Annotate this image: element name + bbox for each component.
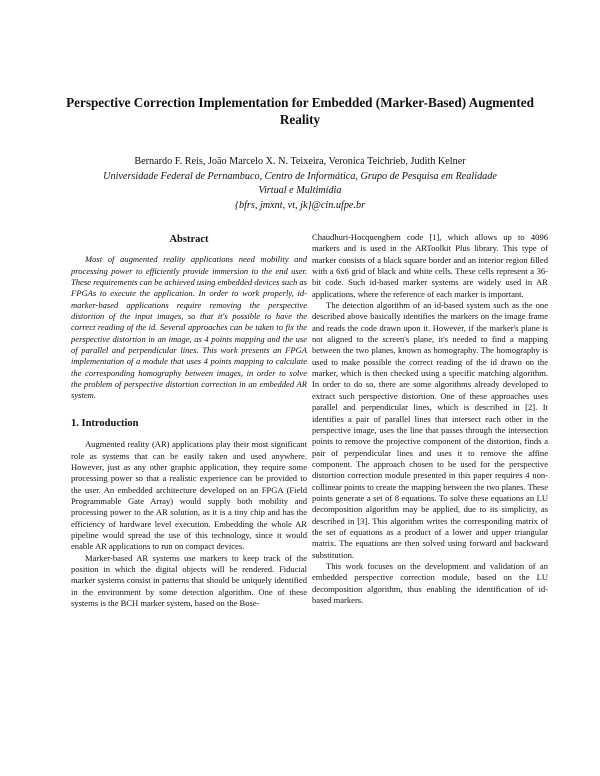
intro-paragraph-3: The detection algorithm of an id-based system such as the one described above basically identifies the markers on the image frame and reads the code drawn upon it. However, if the marker's plane is not aligned to the screen's plane, it's needed to find a mapping between the two planes, known as homography. The homography is used to make possible the correct reading of the id drawn on the marker, which is then checked using a specific matching algorithm. In order to do so, there are some algorithms already developed to extract such perspective distortion. One of these approaches uses parallel and perpendicular lines, which is described in [2]. It identifies a pair of parallel lines that intersect each other in the perspective image, uses the line that passes through the intersection points to remove the projective component of the distortion, finds a pair of perpendicular lines and uses it to remove the affine component. The approach chosen to be used for the perspective distortion correction module presented in this paper requires 4 non-collinear points to create the mapping between the two planes. These points generate a set of 8 equations. To solve these equations an LU decomposition algorithm may be applied, due to its simplicity, as described in [3]. This algorithm writes the corresponding matrix of the set of equations as a product of a lower and upper triangular matrix. The equations are then solved using forward and backward substitution.	[312, 300, 548, 560]
right-column	[312, 232, 548, 606]
author-names: Bernardo F. Reis, João Marcelo X. N. Teixeira, Veronica Teichrieb, Judith Kelner	[134, 156, 466, 167]
abstract-text: Most of augmented reality applications need mobility and processing power to efficiently provide immersion to the end user. These requirements can be achieved using embedded devices such as FPGAs to execute the application. In order to work properly, id-marker-based applications require removing the perspective distortion of the input images, so that it's possible to have the correct reading of the id. Several approaches can be taken to fix the perspective distortion in an image, as 4 points mapping and the use of parallel and perpendicular lines. This work presents an FPGA implementation of a module that uses 4 points mapping to calculate the corresponding homography between images, in order to solve the problem of perspective distortion correction in an embedded AR system.	[71, 254, 307, 401]
introduction-heading: 1. Introduction	[71, 417, 139, 429]
author-block	[40, 155, 560, 213]
affiliation-line-2: Virtual e Multimídia	[258, 185, 342, 196]
intro-paragraph-2: Marker-based AR systems use markers to keep track of the position in which the digital objects will be rendered. Fiducial marker systems consist in patterns that should be uniquely identified in the environment by some detection algorithm. One of these systems is the BCH marker system, based on the Bose-	[71, 552, 307, 608]
intro-paragraph-1: Augmented reality (AR) applications play their most significant role as systems that can be easily taken and used anywhere. However, just as any other graphic application, they require some processing power so that a realistic experience can be provided to the user. An embedded architecture developed on an FPGA (Field Programmable Gate Array) would supply both mobility and processing power to the AR solution, as it is a tiny chip and has the efficiency of hardware level execution. Embedding the whole AR pipeline would spread the use of this technology, since it would enable AR applications to run on compact devices.	[71, 439, 307, 552]
intro-paragraph-4: This work focuses on the development and validation of an embedded perspective correction module, based on the LU decomposition algorithm, thus enabling the identification of id-based markers.	[312, 560, 548, 605]
abstract-heading: Abstract	[169, 234, 209, 245]
left-column	[71, 232, 307, 609]
affiliation-line-1: Universidade Federal de Pernambuco, Centro de Informática, Grupo de Pesquisa em Realidade	[103, 170, 497, 182]
author-emails: {bfrs, jmxnt, vt, jk}@cin.ufpe.br	[234, 199, 366, 211]
intro-paragraph-2-continued: Chaudhuri-Hocquenghem code [1], which allows up to 4096 markers and is used in the ARToolkit Plus library. This type of marker consists of a black square border and an interior region filled with a 6x6 grid of black and white cells. These cells represent a 36-bit code. Such id-based marker systems are widely used in AR applications, where the reference of each marker is important.	[312, 232, 548, 299]
paper-title: Perspective Correction Implementation for Embedded (Marker-Based) Augmented Reality	[66, 95, 534, 127]
